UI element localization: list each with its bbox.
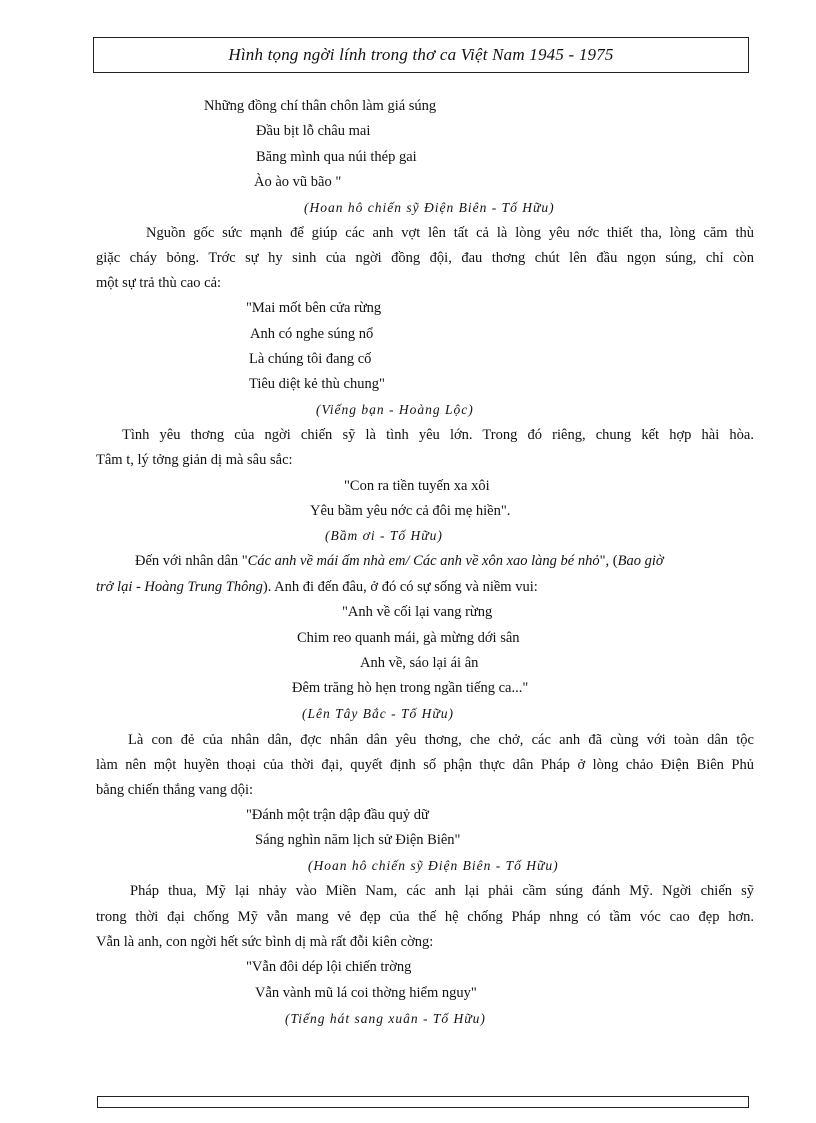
poem-line: Anh có nghe súng nổ [250, 326, 374, 342]
paragraph-line: Tâm t, lý tởng giản dị mà sâu sắc: [96, 452, 293, 468]
citation-inline: trở lại - Hoàng Trung Thông [96, 579, 263, 595]
poem-line: Chim reo quanh mái, gà mừng dới sân [297, 630, 520, 646]
citation: (Lên Tây Bắc - Tố Hữu) [302, 706, 454, 721]
poem-line: "Mai mốt bên cửa rừng [246, 300, 382, 316]
poem-line: Ào ào vũ bão " [254, 174, 342, 190]
poem-line: "Con ra tiền tuyến xa xôi [344, 478, 490, 494]
paragraph-line: một sự trả thù cao cả: [96, 275, 222, 291]
poem-line: Đêm trăng hò hẹn trong ngần tiếng ca..." [292, 680, 529, 696]
poem-line: Anh về, sáo lại ái ân [360, 655, 479, 671]
paragraph-line: làm nên một huyền thoại của thời đại, quyết định số phận thực dân Pháp ở lòng chảo Điện Biên Phủ [96, 757, 754, 773]
poem-line: Yêu bầm yêu nớc cả đôi mẹ hiền". [310, 503, 511, 519]
citation: (Viếng bạn - Hoàng Lộc) [316, 402, 474, 417]
poem-line: Sáng nghìn năm lịch sử Điện Biên" [255, 832, 461, 848]
paragraph-line: Vẫn là anh, con ngời hết sức bình dị mà rất đỗi kiên cờng: [96, 934, 434, 950]
page-header [93, 37, 749, 73]
poem-line: Băng mình qua núi thép gai [256, 149, 417, 165]
citation: (Bầm ơi - Tố Hữu) [325, 528, 443, 543]
header-title: Hình tọng ngời lính trong thơ ca Việt Nam 1945 - 1975 [228, 45, 614, 64]
poem-line: "Anh về cối lại vang rừng [342, 604, 493, 620]
page-footer [97, 1096, 749, 1108]
paragraph-line: Pháp thua, Mỹ lại nhảy vào Miền Nam, các anh lại phải cầm súng đánh Mỹ. Ngời chiến sỹ [130, 883, 754, 899]
paragraph-line: Nguồn gốc sức mạnh để giúp các anh vợt lên tất cả là lòng yêu nớc thiết tha, lòng căm thù [146, 225, 754, 241]
poem-line: Những đồng chí thân chôn làm giá súng [204, 98, 437, 114]
citation: (Tiếng hát sang xuân - Tố Hữu) [285, 1011, 486, 1026]
paragraph-line: Là con đẻ của nhân dân, đợc nhân dân yêu thơng, che chở, các anh đã cùng với toàn dân tộc [128, 732, 754, 748]
quoted-verse: Các anh về mái ấm nhà em/ Các anh về xôn xao làng bé nhỏ [247, 553, 600, 569]
paragraph-text: ). Anh đi đến đâu, ở đó có sự sống và niềm vui: [262, 579, 538, 595]
paragraph-line: giặc cháy bỏng. Trớc sự hy sinh của ngời đồng đội, đau thơng chút lên đầu ngọn súng, chỉ còn [96, 250, 754, 266]
citation: (Hoan hô chiến sỹ Điện Biên - Tố Hữu) [304, 200, 555, 215]
paragraph-line [96, 578, 538, 596]
paragraph-line: trong thời đại chống Mỹ vẫn mang vẻ đẹp của thế hệ chống Pháp nhng có tầm vóc cao đẹp hơn. [96, 909, 754, 925]
paragraph-line [135, 552, 664, 570]
paragraph-line: Tình yêu thơng của ngời chiến sỹ là tình yêu lớn. Trong đó riêng, chung kết hợp hài hòa. [122, 427, 754, 443]
paragraph-text: Đến với nhân dân " [135, 553, 248, 569]
poem-line: Vẫn vành mũ lá coi thờng hiểm nguy" [255, 985, 477, 1001]
citation-inline: Bao giờ [617, 553, 664, 569]
poem-line: "Đánh một trận dập đầu quỷ dữ [246, 807, 429, 823]
poem-line: "Vẫn đôi dép lội chiến trờng [246, 959, 412, 975]
poem-line: Tiêu diệt kẻ thù chung" [249, 376, 385, 392]
poem-line: Là chúng tôi đang cố [249, 351, 372, 367]
paragraph-line: bằng chiến thắng vang dội: [96, 782, 254, 798]
poem-line: Đầu bịt lỗ châu mai [256, 123, 371, 139]
citation: (Hoan hô chiến sỹ Điện Biên - Tố Hữu) [308, 858, 559, 873]
paragraph-text: ", ( [599, 553, 618, 569]
